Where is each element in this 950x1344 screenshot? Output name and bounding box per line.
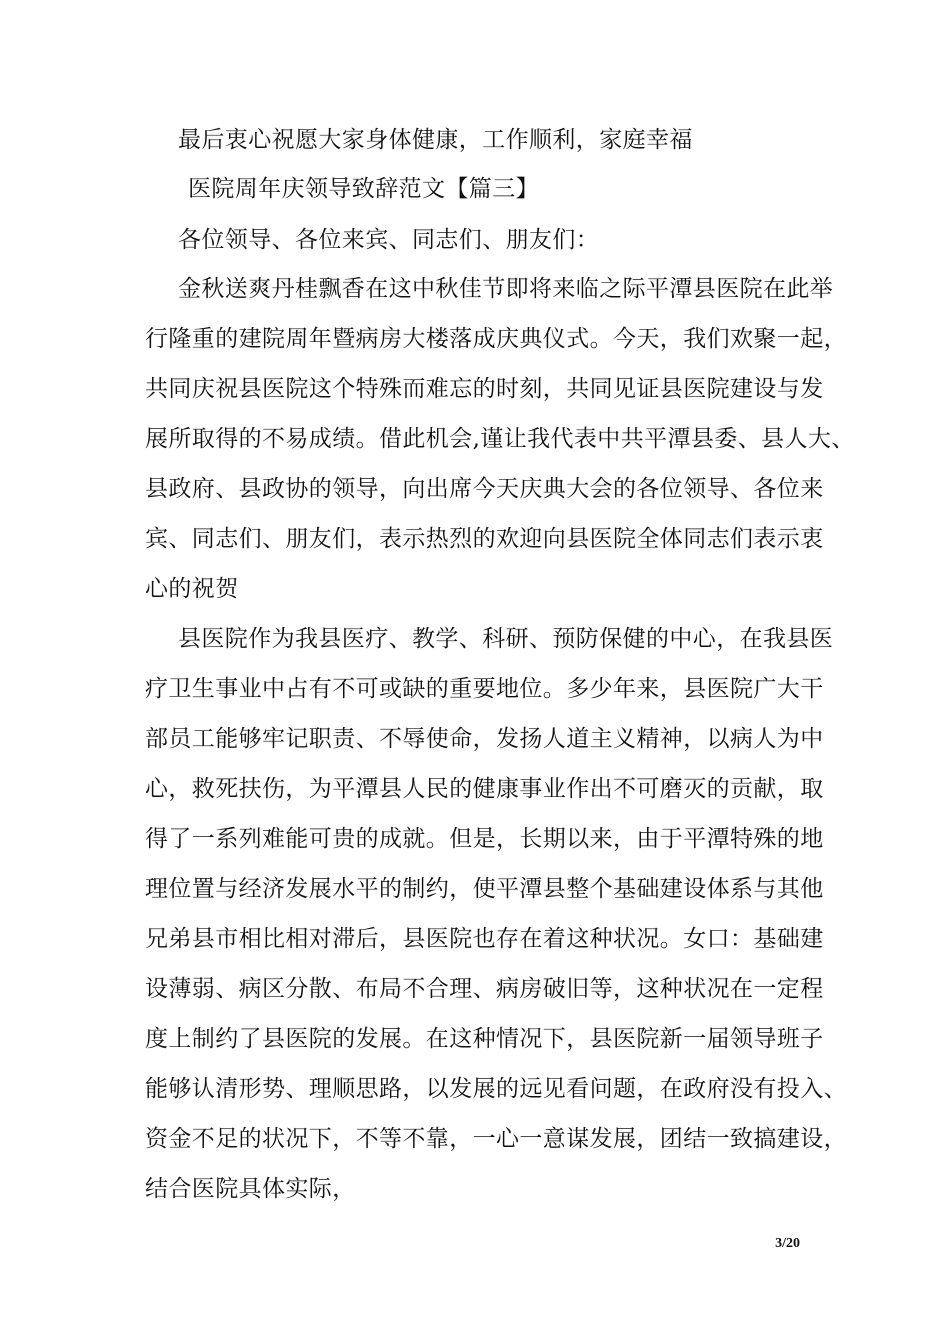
text-line: 能够认清形势、理顺思路，以发展的远见看问题，在政府没有投入、 [145, 1076, 847, 1102]
text-line: 心的祝贺 [145, 576, 239, 602]
text-line: 理位置与经济发展水平的制约，使平潭县整个基础建设体系与其他 [145, 876, 824, 902]
text-line: 度上制约了县医院的发展。在这种情况下，县医院新一届领导班子 [145, 1026, 824, 1052]
text-line: 设薄弱、病区分散、布局不合理、病房破旧等，这种状况在一定程 [145, 976, 824, 1002]
text-line: 金秋送爽丹桂飘香在这中秋佳节即将来临之际平潭县医院在此举 [178, 276, 834, 302]
text-line: 行隆重的建院周年暨病房大楼落成庆典仪式。今天，我们欢聚一起， [145, 326, 847, 352]
section-heading: 医院周年庆领导致辞范文【篇三】 [188, 176, 539, 202]
text-line: 心，救死扶伤，为平潭县人民的健康事业作出不可磨灭的贡献，取 [145, 776, 824, 802]
text-line: 得了一系列难能可贵的成就。但是，长期以来，由于平潭特殊的地 [145, 826, 824, 852]
text-line: 展所取得的不易成绩。借此机会,谨让我代表中共平潭县委、县人大、 [145, 426, 855, 452]
text-line: 部员工能够牢记职责、不辱使命，发扬人道主义精神，以病人为中 [145, 726, 824, 752]
text-line: 资金不足的状况下，不等不靠，一心一意谋发展，团结一致搞建设， [145, 1126, 847, 1152]
text-line: 最后衷心祝愿大家身体健康，工作顺利，家庭幸福 [178, 127, 693, 153]
text-line: 兄弟县市相比相对滞后，县医院也存在着这种状况。女口：基础建 [145, 926, 824, 952]
text-line: 共同庆祝县医院这个特殊而难忘的时刻，共同见证县医院建设与发 [145, 376, 824, 402]
page-number: 3/20 [775, 1236, 800, 1251]
text-line: 宾、同志们、朋友们，表示热烈的欢迎向县医院全体同志们表示衷 [145, 526, 824, 552]
text-line: 县医院作为我县医疗、教学、科研、预防保健的中心，在我县医 [178, 626, 834, 652]
salutation: 各位领导、各位来宾、同志们、朋友们： [178, 227, 600, 253]
text-line: 疗卫生事业中占有不可或缺的重要地位。多少年来，县医院广大干 [145, 676, 824, 702]
text-line: 结合医院具体实际， [145, 1176, 356, 1202]
text-line: 县政府、县政协的领导，向出席今天庆典大会的各位领导、各位来 [145, 476, 824, 502]
